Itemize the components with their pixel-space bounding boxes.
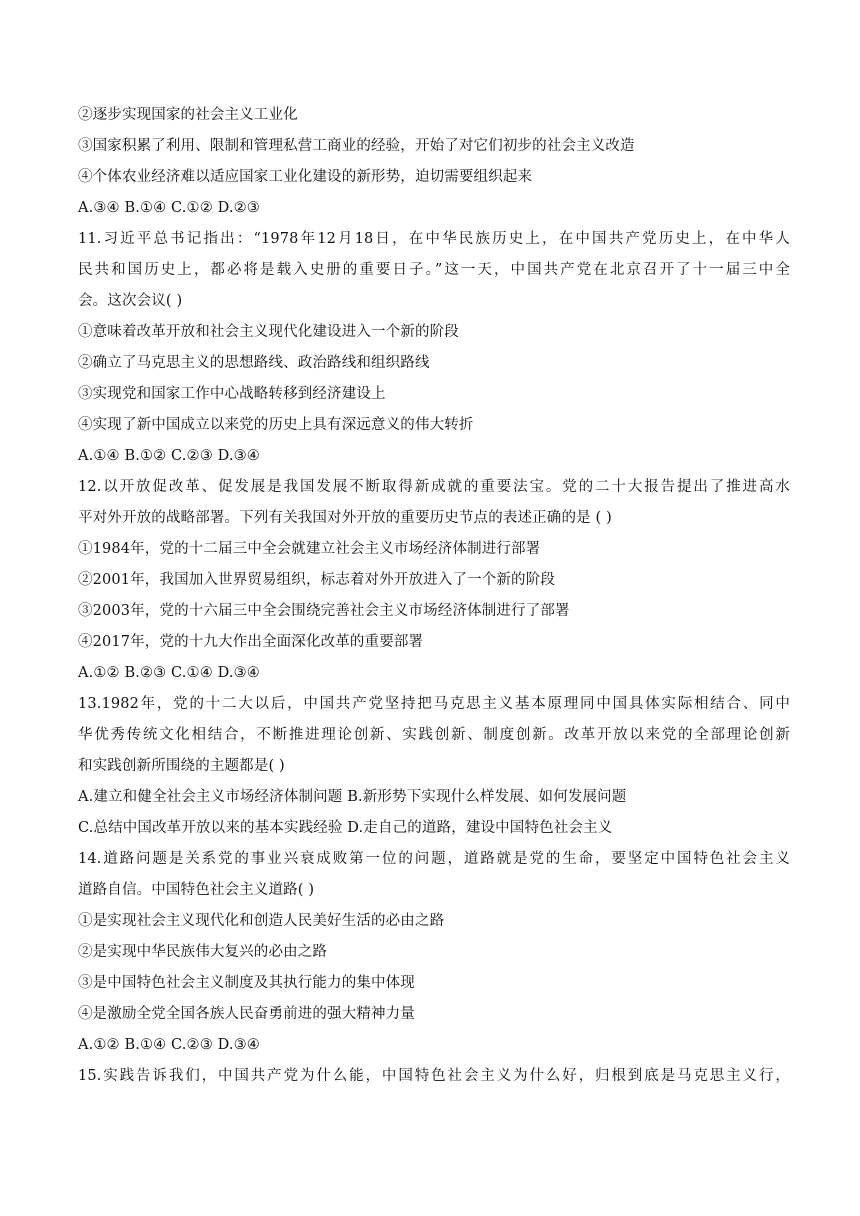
option-line: ④个体农业经济难以适应国家工业化建设的新形势，迫切需要组织起来 xyxy=(78,169,533,185)
option-line: ②确立了马克思主义的思想路线、政治路线和组织路线 xyxy=(78,355,430,371)
question-12-text: 平对外开放的战略部署。下列有关我国对外开放的重要历史节点的表述正确的是 ( ) xyxy=(78,510,612,526)
question-13-text: 华优秀传统文化相结合，不断推进理论创新、实践创新、制度创新。改革开放以来党的全部理论创新 xyxy=(78,727,790,743)
question-13-text: 13.1982年，党的十二大以后，中国共产党坚持把马克思主义基本原理同中国具体实际相结合、同中 xyxy=(78,696,790,712)
answer-choices: C.总结中国改革开放以来的基本实践经验 D.走自己的道路，建设中国特色社会主义 xyxy=(78,820,613,836)
option-line: ④2017年，党的十九大作出全面深化改革的重要部署 xyxy=(78,634,424,650)
question-11-text: 11.习近平总书记指出：“1978年12月18日，在中华民族历史上，在中国共产党历史上，在中华人 xyxy=(78,231,790,247)
option-line: ④实现了新中国成立以来党的历史上具有深远意义的伟大转折 xyxy=(78,417,474,433)
answer-choices: A.①② B.①④ C.②③ D.③④ xyxy=(78,1037,260,1053)
option-line: ①是实现社会主义现代化和创造人民美好生活的必由之路 xyxy=(78,913,445,929)
question-11-text: 会。这次会议( ) xyxy=(78,293,183,309)
question-14-text: 14.道路问题是关系党的事业兴衰成败第一位的问题，道路就是党的生命，要坚定中国特色社会主义 xyxy=(78,851,790,867)
option-line: ③国家积累了利用、限制和管理私营工商业的经验，开始了对它们初步的社会主义改造 xyxy=(78,138,635,154)
option-line: ③是中国特色社会主义制度及其执行能力的集中体现 xyxy=(78,975,415,991)
question-15-text: 15.实践告诉我们，中国共产党为什么能，中国特色社会主义为什么好，归根到底是马克思主义行， xyxy=(78,1068,790,1084)
question-12-text: 12.以开放促改革、促发展是我国发展不断取得新成就的重要法宝。党的二十大报告提出了推进高水 xyxy=(78,479,790,495)
option-line: ①意味着改革开放和社会主义现代化建设进入一个新的阶段 xyxy=(78,324,459,340)
option-line: ①1984年，党的十二届三中全会就建立社会主义市场经济体制进行部署 xyxy=(78,541,541,557)
answer-choices: A.③④ B.①④ C.①② D.②③ xyxy=(78,200,260,216)
option-line: ③2003年，党的十六届三中全会围绕完善社会主义市场经济体制进行了部署 xyxy=(78,603,570,619)
question-14-text: 道路自信。中国特色社会主义道路( ) xyxy=(78,882,315,898)
answer-choices: A.①④ B.①② C.②③ D.③④ xyxy=(78,448,260,464)
question-13-text: 和实践创新所围绕的主题都是( ) xyxy=(78,758,285,774)
option-line: ②逐步实现国家的社会主义工业化 xyxy=(78,107,298,123)
answer-choices: A.建立和健全社会主义市场经济体制问题 B.新形势下实现什么样发展、如何发展问题 xyxy=(78,789,627,805)
option-line: ③实现党和国家工作中心战略转移到经济建设上 xyxy=(78,386,386,402)
option-line: ④是激励全党全国各族人民奋勇前进的强大精神力量 xyxy=(78,1006,415,1022)
option-line: ②2001年，我国加入世界贸易组织，标志着对外开放进入了一个新的阶段 xyxy=(78,572,555,588)
option-line: ②是实现中华民族伟大复兴的必由之路 xyxy=(78,944,328,960)
question-11-text: 民共和国历史上，都必将是载入史册的重要日子。”这一天，中国共产党在北京召开了十一届三中全 xyxy=(78,262,790,278)
answer-choices: A.①② B.②③ C.①④ D.③④ xyxy=(78,665,260,681)
